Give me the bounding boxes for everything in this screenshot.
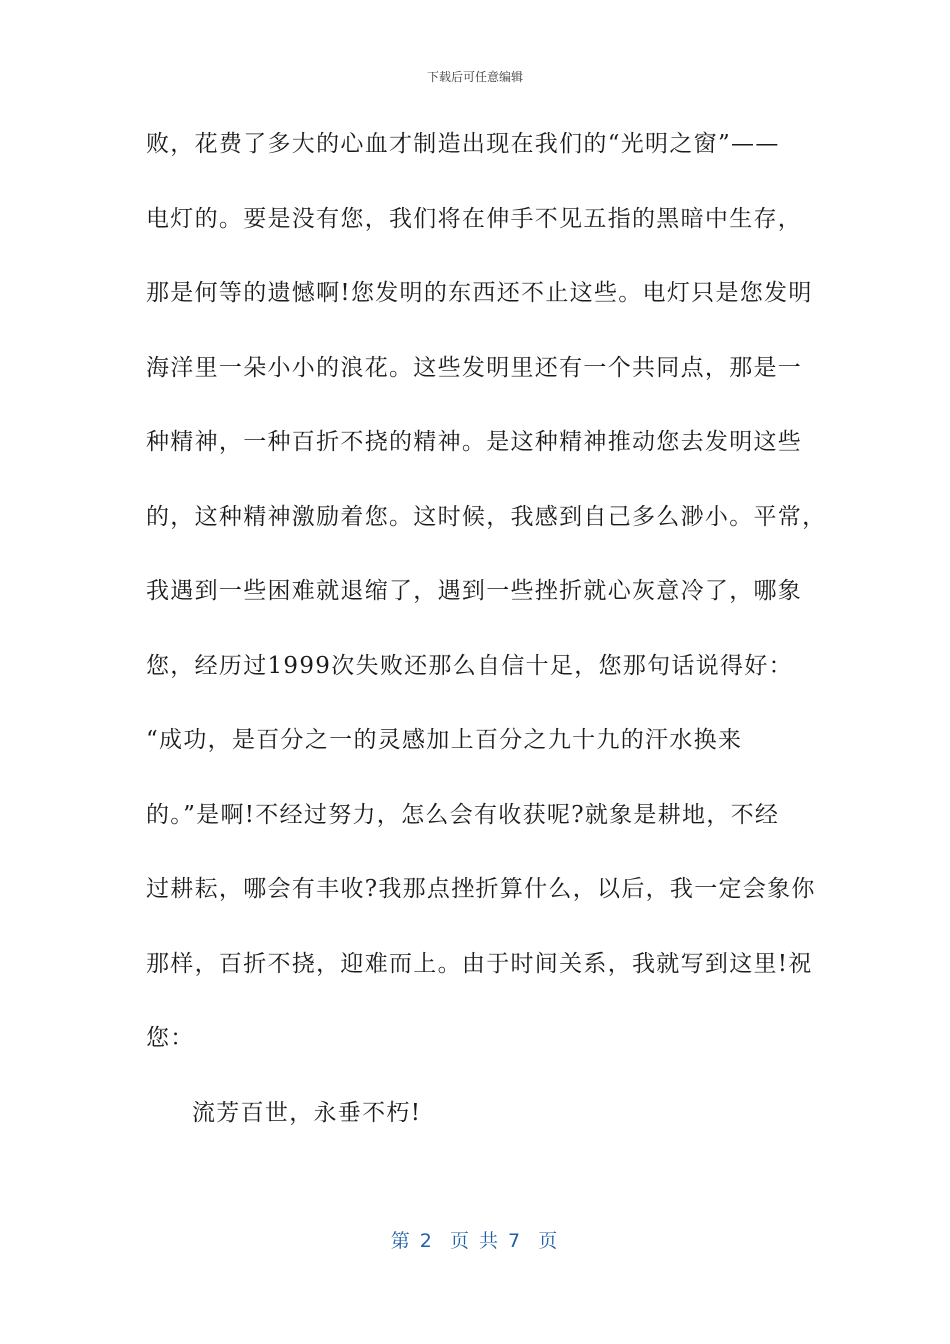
text-line-13: 您：	[146, 1025, 195, 1051]
text-line-3: 那是何等的遗憾啊!您发明的东西还不止这些。电灯只是您发明	[146, 280, 813, 306]
text-line-9: “成功，是百分之一的灵感加上百分之九十九的汗水换来	[146, 727, 743, 753]
letter-body	[146, 124, 826, 1167]
text-line-4: 海洋里一朵小小的浪花。这些发明里还有一个共同点，那是一	[146, 354, 803, 381]
text-line-1: 败，花费了多大的心血才制造出现在我们的“光明之窗”——	[146, 131, 780, 157]
text-line-7: 我遇到一些困难就退缩了，遇到一些挫折就心灰意冷了，哪象	[146, 578, 803, 604]
text-line-10: 的。”是啊!不经过努力，怎么会有收获呢?就象是耕地，不经	[146, 801, 780, 828]
text-line-11: 过耕耘，哪会有丰收?我那点挫折算什么，以后，我一定会象你	[146, 876, 816, 902]
text-line-6: 的，这种精神激励着您。这时候，我感到自己多么渺小。平常，	[146, 503, 827, 530]
page-header: 下载后可任意编辑	[426, 70, 523, 84]
text-line-8: 您，经历过1999次失败还那么自信十足，您那句话说得好：	[146, 652, 793, 679]
text-line-5: 种精神，一种百折不挠的精神。是这种精神推动您去发明这些	[146, 429, 803, 455]
page-number-footer: 第 2 页 共 7 页	[390, 1230, 560, 1252]
text-line-12: 那样，百折不挠，迎难而上。由于时间关系，我就写到这里!祝	[146, 950, 813, 977]
closing-blessing: 流芳百世，永垂不朽!	[192, 1099, 422, 1126]
text-line-2: 电灯的。要是没有您，我们将在伸手不见五指的黑暗中生存，	[146, 205, 803, 232]
